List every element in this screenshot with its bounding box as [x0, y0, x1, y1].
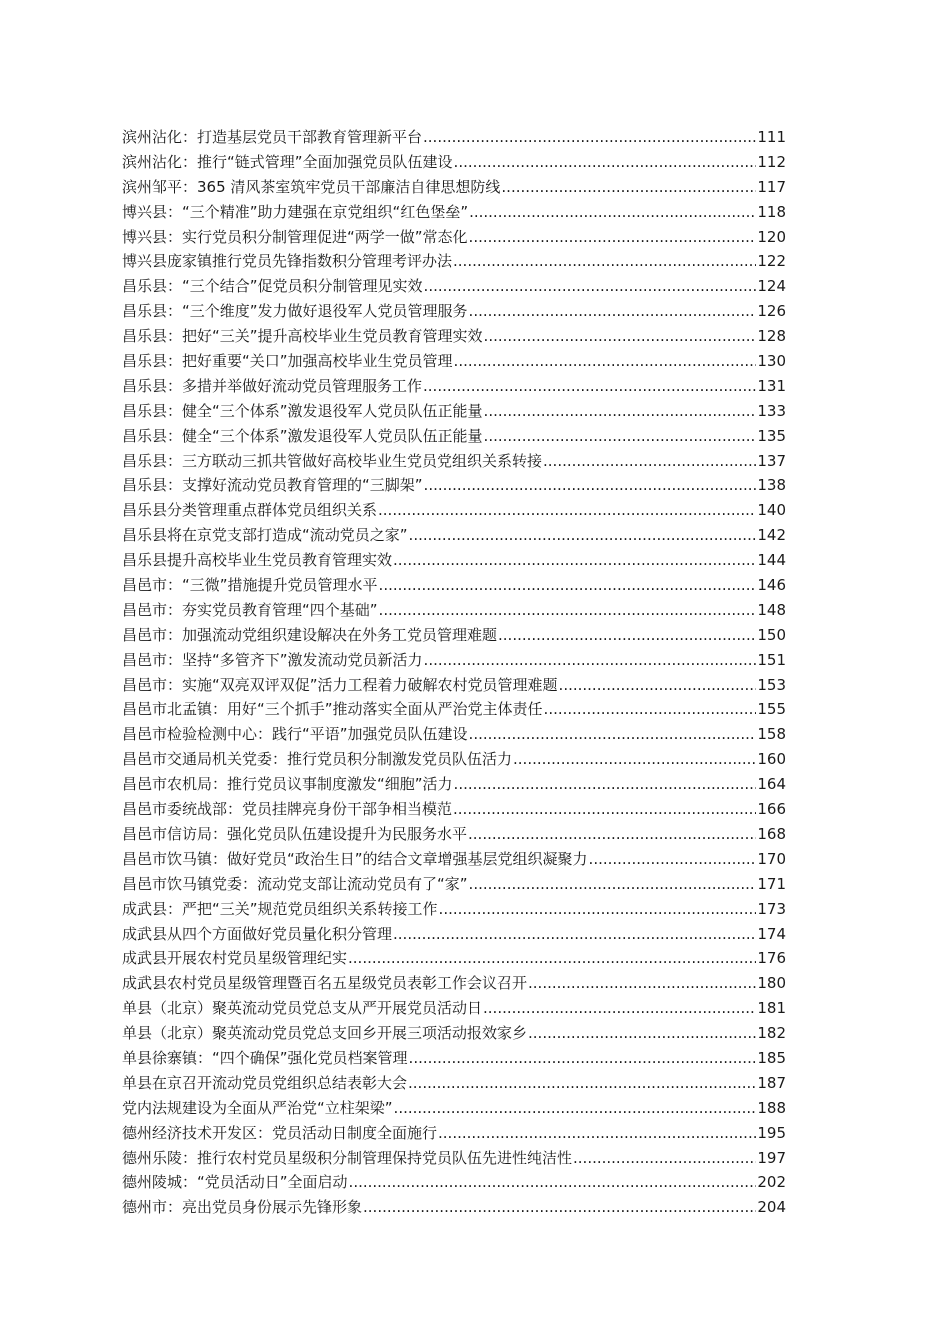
toc-leader-dots [424, 473, 757, 498]
toc-entry-page-number: 142 [757, 526, 786, 545]
toc-entry-page-number: 180 [757, 974, 786, 993]
toc-leader-dots [468, 822, 756, 847]
toc-leader-dots [409, 1046, 757, 1071]
toc-entry-title: 德州陵城：“党员活动日”全面启动 [122, 1173, 348, 1192]
toc-entry-page-number: 153 [757, 675, 786, 694]
toc-entry [122, 324, 786, 349]
toc-entry-page-number: 151 [757, 650, 786, 669]
toc-entry-page-number: 146 [757, 576, 786, 595]
toc-entry [122, 523, 786, 548]
toc-leader-dots [454, 772, 757, 797]
toc-leader-dots [469, 299, 757, 324]
toc-entry-title: 滨州沾化：推行“链式管理”全面加强党员队伍建设 [122, 152, 453, 171]
toc-entry-page-number: 118 [757, 202, 786, 221]
toc-entry-page-number: 182 [757, 1024, 786, 1043]
toc-entry [122, 822, 786, 847]
toc-entry-page-number: 130 [757, 352, 786, 371]
toc-entry [122, 498, 786, 523]
toc-entry-page-number: 173 [757, 899, 786, 918]
toc-entry-title: 德州乐陵：推行农村党员星级积分制管理保持党员队伍先进性纯洁性 [122, 1148, 573, 1167]
toc-entry-title: 昌邑市：坚持“多管齐下”激发流动党员新活力 [122, 650, 423, 669]
toc-entry [122, 797, 786, 822]
table-of-contents [122, 125, 786, 1220]
toc-entry [122, 623, 786, 648]
toc-entry-page-number: 195 [757, 1123, 786, 1142]
toc-leader-dots [513, 747, 756, 772]
toc-leader-dots [408, 1071, 756, 1096]
toc-entry-title: 昌乐县：健全“三个体系”激发退役军人党员队伍正能量 [122, 401, 483, 420]
toc-entry [122, 772, 786, 797]
toc-entry-page-number: 202 [757, 1173, 786, 1192]
toc-leader-dots [438, 1121, 756, 1146]
toc-entry-title: 博兴县：“三个精准”助力建强在京党组织“红色堡垒” [122, 202, 469, 221]
toc-entry [122, 349, 786, 374]
toc-leader-dots [393, 548, 756, 573]
toc-entry [122, 922, 786, 947]
toc-entry-page-number: 148 [757, 600, 786, 619]
toc-entry-page-number: 164 [757, 775, 786, 794]
toc-entry [122, 722, 786, 747]
toc-entry-title: 昌邑市：实施“双亮双评双促”活力工程着力破解农村党员管理难题 [122, 675, 558, 694]
toc-leader-dots [393, 922, 756, 947]
toc-entry [122, 1071, 786, 1096]
toc-leader-dots [453, 797, 756, 822]
toc-entry-title: 昌乐县：三方联动三抓共管做好高校毕业生党员党组织关系转接 [122, 451, 543, 470]
toc-entry [122, 399, 786, 424]
toc-leader-dots [528, 971, 756, 996]
toc-entry-title: 昌邑市交通局机关党委：推行党员积分制激发党员队伍活力 [122, 750, 513, 769]
toc-entry [122, 449, 786, 474]
toc-leader-dots [424, 648, 757, 673]
toc-entry-title: 昌邑市委统战部：党员挂牌亮身份干部争相当模范 [122, 800, 453, 819]
toc-leader-dots [501, 175, 756, 200]
toc-entry [122, 299, 786, 324]
toc-entry-title: 昌邑市饮马镇党委：流动党支部让流动党员有了“家” [122, 874, 468, 893]
toc-entry [122, 175, 786, 200]
toc-entry-page-number: 128 [757, 327, 786, 346]
toc-entry-page-number: 111 [757, 128, 786, 146]
toc-entry-title: 德州市：亮出党员身份展示先锋形象 [122, 1198, 363, 1217]
toc-leader-dots [349, 1170, 757, 1195]
toc-entry-title: 博兴县庞家镇推行党员先锋指数积分管理考评办法 [122, 252, 453, 271]
toc-entry-title: 昌邑市检验检测中心：践行“平语”加强党员队伍建设 [122, 725, 468, 744]
toc-entry-page-number: 137 [757, 451, 786, 470]
toc-entry [122, 1121, 786, 1146]
toc-entry-title: 昌邑市饮马镇：做好党员“政治生日”的结合文章增强基层党组织凝聚力 [122, 849, 588, 868]
toc-entry-title: 昌乐县提升高校毕业生党员教育管理实效 [122, 551, 393, 570]
toc-leader-dots [363, 1195, 756, 1220]
toc-entry [122, 598, 786, 623]
toc-entry-title: 单县徐寨镇：“四个确保”强化党员档案管理 [122, 1048, 408, 1067]
toc-entry-title: 昌邑市：“三微”措施提升党员管理水平 [122, 576, 378, 595]
toc-entry-title: 昌邑市信访局：强化党员队伍建设提升为民服务水平 [122, 824, 468, 843]
toc-entry [122, 872, 786, 897]
toc-leader-dots [379, 598, 757, 623]
toc-entry [122, 1046, 786, 1071]
toc-entry-title: 昌乐县分类管理重点群体党员组织关系 [122, 501, 378, 520]
toc-entry-page-number: 187 [757, 1073, 786, 1092]
toc-entry-page-number: 122 [757, 252, 786, 271]
toc-entry [122, 249, 786, 274]
toc-entry-page-number: 140 [757, 501, 786, 520]
toc-entry [122, 747, 786, 772]
toc-entry-page-number: 171 [757, 874, 786, 893]
toc-entry [122, 1021, 786, 1046]
toc-leader-dots [528, 1021, 756, 1046]
toc-leader-dots [409, 523, 757, 548]
toc-leader-dots [573, 1146, 756, 1171]
toc-entry [122, 1170, 786, 1195]
toc-entry-page-number: 150 [757, 625, 786, 644]
toc-entry [122, 374, 786, 399]
toc-leader-dots [543, 449, 756, 474]
toc-entry-title: 昌乐县：把好“三关”提升高校毕业生党员教育管理实效 [122, 327, 483, 346]
toc-entry-title: 昌乐县：多措并举做好流动党员管理服务工作 [122, 376, 423, 395]
toc-entry-page-number: 112 [757, 152, 786, 171]
toc-entry-page-number: 131 [757, 376, 786, 395]
toc-leader-dots [498, 623, 756, 648]
toc-leader-dots [469, 872, 757, 897]
toc-leader-dots [454, 150, 757, 175]
toc-entry-page-number: 133 [757, 401, 786, 420]
toc-entry-page-number: 168 [757, 824, 786, 843]
toc-leader-dots [559, 673, 757, 698]
toc-entry-title: 党内法规建设为全面从严治党“立柱架梁” [122, 1098, 393, 1117]
toc-entry [122, 1096, 786, 1121]
toc-leader-dots [544, 697, 757, 722]
toc-entry-page-number: 120 [757, 227, 786, 246]
toc-entry-page-number: 185 [757, 1048, 786, 1067]
toc-entry-title: 昌乐县：“三个维度”发力做好退役军人党员管理服务 [122, 302, 468, 321]
toc-leader-dots [484, 399, 757, 424]
toc-entry-title: 滨州沾化：打造基层党员干部教育管理新平台 [122, 128, 423, 146]
toc-entry-page-number: 135 [757, 426, 786, 445]
toc-leader-dots [589, 847, 757, 872]
toc-leader-dots [469, 200, 756, 225]
toc-entry [122, 125, 786, 150]
toc-entry-title: 昌邑市农机局：推行党员议事制度激发“细胞”活力 [122, 775, 453, 794]
toc-entry [122, 274, 786, 299]
toc-entry-page-number: 126 [757, 302, 786, 321]
toc-entry-title: 昌乐县：支撑好流动党员教育管理的“三脚架” [122, 476, 423, 495]
toc-entry [122, 473, 786, 498]
toc-entry [122, 847, 786, 872]
toc-leader-dots [469, 225, 757, 250]
toc-entry-title: 昌乐县：把好重要“关口”加强高校毕业生党员管理 [122, 352, 453, 371]
toc-leader-dots [484, 324, 757, 349]
toc-entry-page-number: 117 [757, 177, 786, 196]
toc-entry [122, 971, 786, 996]
toc-entry-page-number: 166 [757, 800, 786, 819]
toc-entry-page-number: 158 [757, 725, 786, 744]
toc-entry [122, 1146, 786, 1171]
toc-entry-page-number: 155 [757, 700, 786, 719]
toc-entry-title: 博兴县：实行党员积分制管理促进“两学一做”常态化 [122, 227, 468, 246]
toc-entry-page-number: 176 [757, 949, 786, 968]
toc-entry-title: 滨州邹平：365 清风茶室筑牢党员干部廉洁自律思想防线 [122, 177, 501, 196]
toc-entry-title: 昌乐县：“三个结合”促党员积分制管理见实效 [122, 277, 423, 296]
toc-entry-title: 昌乐县：健全“三个体系”激发退役军人党员队伍正能量 [122, 426, 483, 445]
toc-entry-title: 成武县开展农村党员星级管理纪实 [122, 949, 348, 968]
toc-leader-dots [378, 498, 756, 523]
toc-entry-title: 成武县农村党员星级管理暨百名五星级党员表彰工作会议召开 [122, 974, 528, 993]
toc-entry-title: 成武县从四个方面做好党员量化积分管理 [122, 924, 393, 943]
toc-leader-dots [454, 349, 757, 374]
toc-entry [122, 424, 786, 449]
toc-entry-title: 德州经济技术开发区：党员活动日制度全面施行 [122, 1123, 438, 1142]
toc-entry [122, 697, 786, 722]
toc-entry-title: 成武县：严把“三关”规范党员组织关系转接工作 [122, 899, 438, 918]
toc-entry [122, 548, 786, 573]
toc-entry-title: 昌邑市：加强流动党组织建设解决在外务工党员管理难题 [122, 625, 498, 644]
toc-entry-page-number: 170 [757, 849, 786, 868]
toc-leader-dots [379, 573, 757, 598]
toc-leader-dots [469, 722, 757, 747]
toc-entry-title: 昌邑市北孟镇：用好“三个抓手”推动落实全面从严治党主体责任 [122, 700, 543, 719]
toc-entry-page-number: 181 [757, 999, 786, 1018]
toc-entry [122, 225, 786, 250]
toc-leader-dots [453, 249, 756, 274]
toc-entry [122, 946, 786, 971]
toc-entry-page-number: 160 [757, 750, 786, 769]
toc-entry-title: 单县在京召开流动党员党组织总结表彰大会 [122, 1073, 408, 1092]
toc-entry-page-number: 204 [757, 1198, 786, 1217]
toc-entry [122, 573, 786, 598]
toc-entry-page-number: 144 [757, 551, 786, 570]
toc-entry-title: 单县（北京）聚英流动党员党总支回乡开展三项活动报效家乡 [122, 1024, 528, 1043]
toc-leader-dots [483, 996, 756, 1021]
toc-leader-dots [423, 125, 756, 150]
toc-entry-page-number: 188 [757, 1098, 786, 1117]
toc-leader-dots [484, 424, 757, 449]
toc-entry-title: 单县（北京）聚英流动党员党总支从严开展党员活动日 [122, 999, 483, 1018]
toc-entry [122, 648, 786, 673]
toc-entry [122, 150, 786, 175]
toc-entry-page-number: 197 [757, 1148, 786, 1167]
toc-entry [122, 200, 786, 225]
toc-entry [122, 996, 786, 1021]
toc-entry-page-number: 174 [757, 924, 786, 943]
toc-entry [122, 1195, 786, 1220]
toc-leader-dots [423, 374, 756, 399]
toc-entry [122, 673, 786, 698]
toc-entry-title: 昌乐县将在京党支部打造成“流动党员之家” [122, 526, 408, 545]
toc-entry-page-number: 138 [757, 476, 786, 495]
toc-leader-dots [424, 274, 757, 299]
toc-entry-title: 昌邑市：夯实党员教育管理“四个基础” [122, 600, 378, 619]
toc-entry-page-number: 124 [757, 277, 786, 296]
toc-leader-dots [439, 897, 757, 922]
toc-entry [122, 897, 786, 922]
toc-leader-dots [394, 1096, 757, 1121]
toc-leader-dots [348, 946, 756, 971]
